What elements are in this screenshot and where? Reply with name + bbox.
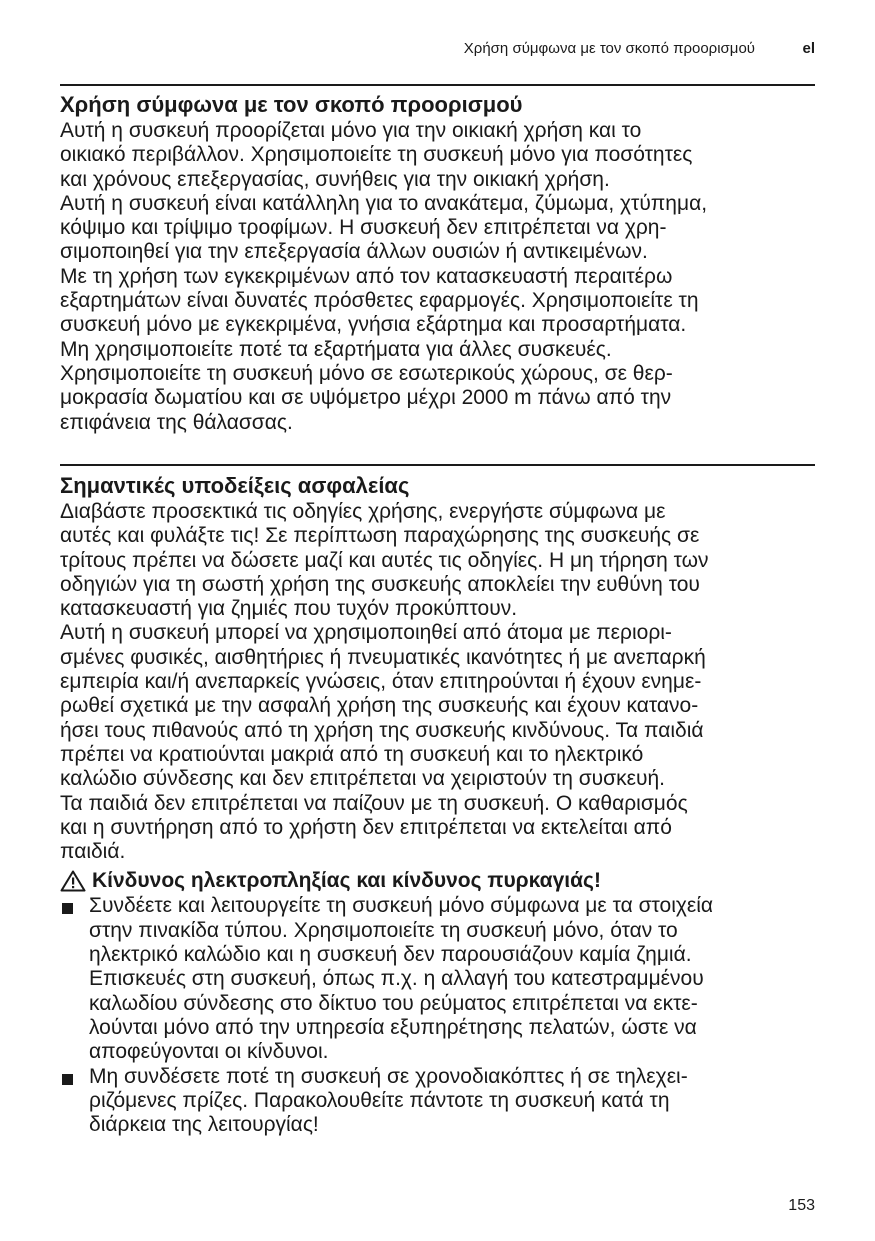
text-line: εμπειρία και/ή ανεπαρκείς γνώσεις, όταν επιτηρούνται ή έχουν ενημε- — [60, 670, 702, 694]
text-line: αποφεύγονται οι κίνδυνοι. — [89, 1040, 329, 1064]
text-line: Μη χρησιμοποιείτε ποτέ τα εξαρτήματα για άλλες συσκευές. — [60, 337, 612, 361]
warning-triangle-icon — [60, 870, 86, 892]
list-item — [60, 1065, 820, 1138]
text-line: κόψιμο και τρίψιμο τροφίμων. Η συσκευή δεν επιτρέπεται να χρη- — [60, 216, 667, 240]
text-line: και χρόνους επεξεργασίας, συνήθεις για την οικιακή χρήση. — [60, 167, 610, 191]
text-line: οδηγιών για τη σωστή χρήση της συσκευής αποκλείει την ευθύνη του — [60, 572, 700, 596]
text-line: καλωδίου σύνδεσης στο δίκτυο του ρεύματος επιτρέπεται να εκτε- — [89, 991, 698, 1015]
text-line: εξαρτημάτων είναι δυνατές πρόσθετες εφαρμογές. Χρησιμοποιείτε τη — [60, 289, 699, 313]
text-line: Αυτή η συσκευή μπορεί να χρησιμοποιηθεί από άτομα με περιορι- — [60, 621, 672, 645]
section-heading: Σημαντικές υποδείξεις ασφαλείας — [60, 473, 410, 498]
text-line: Επισκευές στη συσκευή, όπως π.χ. η αλλαγή του κατεστραμμένου — [89, 967, 704, 991]
section-body — [60, 500, 820, 864]
section-divider — [60, 84, 815, 86]
bullet-square-icon — [62, 1074, 73, 1085]
text-line: Τα παιδιά δεν επιτρέπεται να παίζουν με τη συσκευή. Ο καθαρισμός — [60, 791, 688, 815]
section-intended-use — [60, 91, 820, 435]
text-line: διάρκεια της λειτουργίας! — [89, 1113, 319, 1137]
text-line: σμένες φυσικές, αισθητήριες ή πνευματικές ικανότητες ή με ανεπαρκή — [60, 645, 706, 669]
warning-heading-text: Κίνδυνος ηλεκτροπληξίας και κίνδυνος πυρκαγιάς! — [92, 869, 601, 893]
text-line: Με τη χρήση των εγκεκριμένων από τον κατασκευαστή περαιτέρω — [60, 264, 673, 288]
page-number: 153 — [788, 1197, 815, 1214]
text-line: συσκευή μόνο με εγκεκριμένα, γνήσια εξάρτημα και προσαρτήματα. — [60, 313, 687, 337]
text-line: στην πινακίδα τύπου. Χρησιμοποιείτε τη συσκευή μόνο, όταν το — [89, 918, 678, 942]
text-line: και η συντήρηση από το χρήστη δεν επιτρέπεται να εκτελείται από — [60, 815, 672, 839]
text-line: Διαβάστε προσεκτικά τις οδηγίες χρήσης, ενεργήστε σύμφωνα με — [60, 500, 666, 523]
text-line: αυτές και φυλάξτε τις! Σε περίπτωση παραχώρησης της συσκευής σε — [60, 524, 700, 548]
text-line: επιφάνεια της θάλασσας. — [60, 410, 293, 434]
warning-bullet-list — [60, 894, 820, 1137]
text-line: τρίτους πρέπει να δώσετε μαζί και αυτές τις οδηγίες. Η μη τήρηση των — [60, 548, 709, 572]
text-line: ριζόμενες πρίζες. Παρακολουθείτε πάντοτε τη συσκευή κατά τη — [89, 1088, 670, 1112]
text-line: σιμοποιηθεί για την επεξεργασία άλλων ουσιών ή αντικειμένων. — [60, 240, 648, 264]
text-line: Χρησιμοποιείτε τη συσκευή μόνο σε εσωτερικούς χώρους, σε θερ- — [60, 361, 673, 385]
section-safety — [60, 472, 820, 1137]
bullet-square-icon — [62, 903, 73, 914]
running-header-title: Χρήση σύμφωνα με τον σκοπό προορισμού — [463, 40, 755, 57]
text-line: Αυτή η συσκευή είναι κατάλληλη για το ανακάτεμα, ζύμωμα, χτύπημα, — [60, 191, 708, 215]
text-line: ήσει τους πιθανούς από τη χρήση της συσκευής κινδύνους. Τα παιδιά — [60, 718, 704, 742]
text-line: ηλεκτρικό καλώδιο και η συσκευή δεν παρουσιάζουν καμία ζημιά. — [89, 943, 692, 967]
text-line: οικιακό περιβάλλον. Χρησιμοποιείτε τη συσκευή μόνο για ποσότητες — [60, 143, 693, 167]
text-line: Συνδέετε και λειτουργείτε τη συσκευή μόνο σύμφωνα με τα στοιχεία — [89, 894, 714, 918]
language-code: el — [802, 40, 815, 57]
text-line: λούνται μόνο από την υπηρεσία εξυπηρέτησης πελατών, ώστε να — [89, 1015, 697, 1039]
list-item — [60, 894, 820, 1064]
text-line: παιδιά. — [60, 840, 126, 864]
section-divider — [60, 464, 815, 466]
text-line: πρέπει να κρατιούνται μακριά από τη συσκευή και το ηλεκτρικό — [60, 742, 644, 766]
text-line: μοκρασία δωματίου και σε υψόμετρο μέχρι 2000 m πάνω από την — [60, 386, 672, 410]
page-header — [60, 40, 815, 60]
section-heading: Χρήση σύμφωνα με τον σκοπό προορισμού — [60, 92, 523, 117]
warning-heading — [60, 868, 820, 894]
text-line: Αυτή η συσκευή προορίζεται μόνο για την οικιακή χρήση και το — [60, 119, 642, 142]
text-line: ρωθεί σχετικά με την ασφαλή χρήση της συσκευής και έχουν κατανο- — [60, 694, 699, 718]
section-body — [60, 119, 820, 435]
text-line: Μη συνδέσετε ποτέ τη συσκευή σε χρονοδιακόπτες ή σε τηλεχει- — [89, 1064, 688, 1088]
text-line: καλώδιο σύνδεσης και δεν επιτρέπεται να χειριστούν τη συσκευή. — [60, 767, 665, 791]
text-line: κατασκευαστή για ζημιές που τυχόν προκύπτουν. — [60, 597, 518, 621]
